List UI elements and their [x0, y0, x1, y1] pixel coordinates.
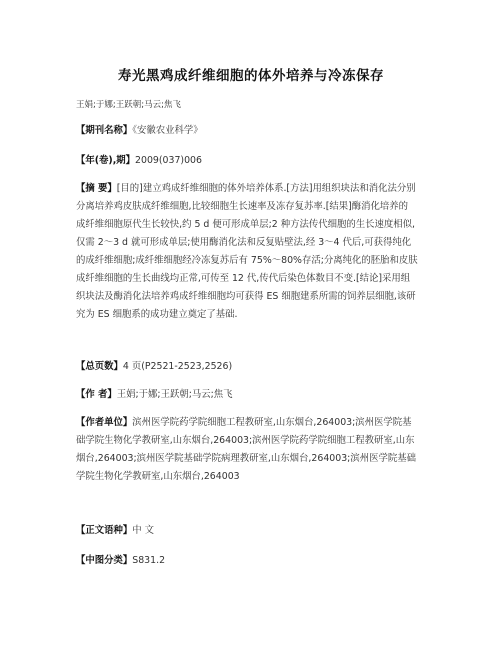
- abstract-line: 成纤维细胞的生长曲线均正常,可传至 12 代,传代后染色体数目不变.[结论]采用组: [76, 273, 411, 284]
- pages-value: 4 页(P2521-2523,2526): [122, 361, 233, 372]
- year-label: 【年(卷),期】: [76, 155, 136, 166]
- authors-value: 王娟;于娜;王跃朝;马云;焦飞: [116, 389, 233, 400]
- journal-label: 【期刊名称】: [76, 125, 133, 136]
- affiliation-line: 础学院生物化学教研室,山东烟台,264003;滨州医学院药学院细胞工程教研室,山东: [76, 435, 415, 446]
- language-field: [76, 522, 438, 540]
- authors-byline: 王娟;于娜;王跃朝;马云;焦飞: [76, 100, 181, 110]
- abstract-line: 究为 ES 细胞系的成功建立奠定了基础.: [76, 309, 238, 320]
- pages-field: [76, 358, 438, 376]
- clc-label: 【中图分类】: [76, 555, 133, 566]
- clc-field: [76, 552, 438, 570]
- abstract-line: [76, 180, 438, 198]
- year-value: 2009(037)006: [135, 155, 202, 166]
- year-field: [76, 152, 438, 170]
- abstract-line: 成纤维细胞原代生长较快,约 5 d 便可形成单层;2 种方法传代细胞的生长速度相似,: [76, 219, 415, 230]
- abstract-text: [目的]建立鸡成纤维细胞的体外培养体系.[方法]用组织块法和消化法分别: [116, 183, 416, 194]
- abstract-field: [76, 180, 438, 324]
- abstract-line: 织块法及酶消化法培养鸡成纤维细胞均可获得 ES 细胞建系所需的饲养层细胞,该研: [76, 291, 416, 302]
- affiliation-text: 滨州医学院药学院细胞工程教研室,山东烟台,264003;滨州医学院基: [132, 417, 412, 428]
- language-value: 中 文: [132, 525, 154, 536]
- journal-value: 《安徽农业科学》: [132, 125, 203, 136]
- affiliation-line: 学院生物化学教研室,山东烟台,264003: [76, 471, 240, 482]
- journal-field: [76, 122, 438, 140]
- language-label: 【正文语种】: [76, 525, 133, 536]
- authors-field: [76, 386, 438, 404]
- abstract-line: 的成纤维细胞;成纤维细胞经冷冻复苏后有 75%～80%存活;分离纯化的胚胎和皮肤: [76, 255, 418, 266]
- abstract-line: 仅需 2～3 d 就可形成单层;使用酶消化法和反复贴壁法,经 3～4 代后,可获得纯化: [76, 237, 412, 248]
- abstract-line: 分离培养鸡皮肤成纤维细胞,比较细胞生长速率及冻存复苏率.[结果]酶消化培养的: [76, 201, 409, 212]
- affiliation-label: 【作者单位】: [76, 417, 133, 428]
- affiliation-line: 烟台,264003;滨州医学院基础学院病理教研室,山东烟台,264003;滨州医学院基础: [76, 453, 416, 464]
- document-title: 寿光黑鸡成纤维细胞的体外培养与冷冻保存: [118, 68, 384, 84]
- clc-value: S831.2: [132, 555, 166, 566]
- authors-label: 【作 者】: [76, 389, 117, 400]
- pages-label: 【总页数】: [76, 361, 123, 372]
- affiliation-line: [76, 414, 438, 432]
- abstract-label: 【摘 要】: [76, 183, 117, 194]
- affiliation-field: [76, 414, 438, 486]
